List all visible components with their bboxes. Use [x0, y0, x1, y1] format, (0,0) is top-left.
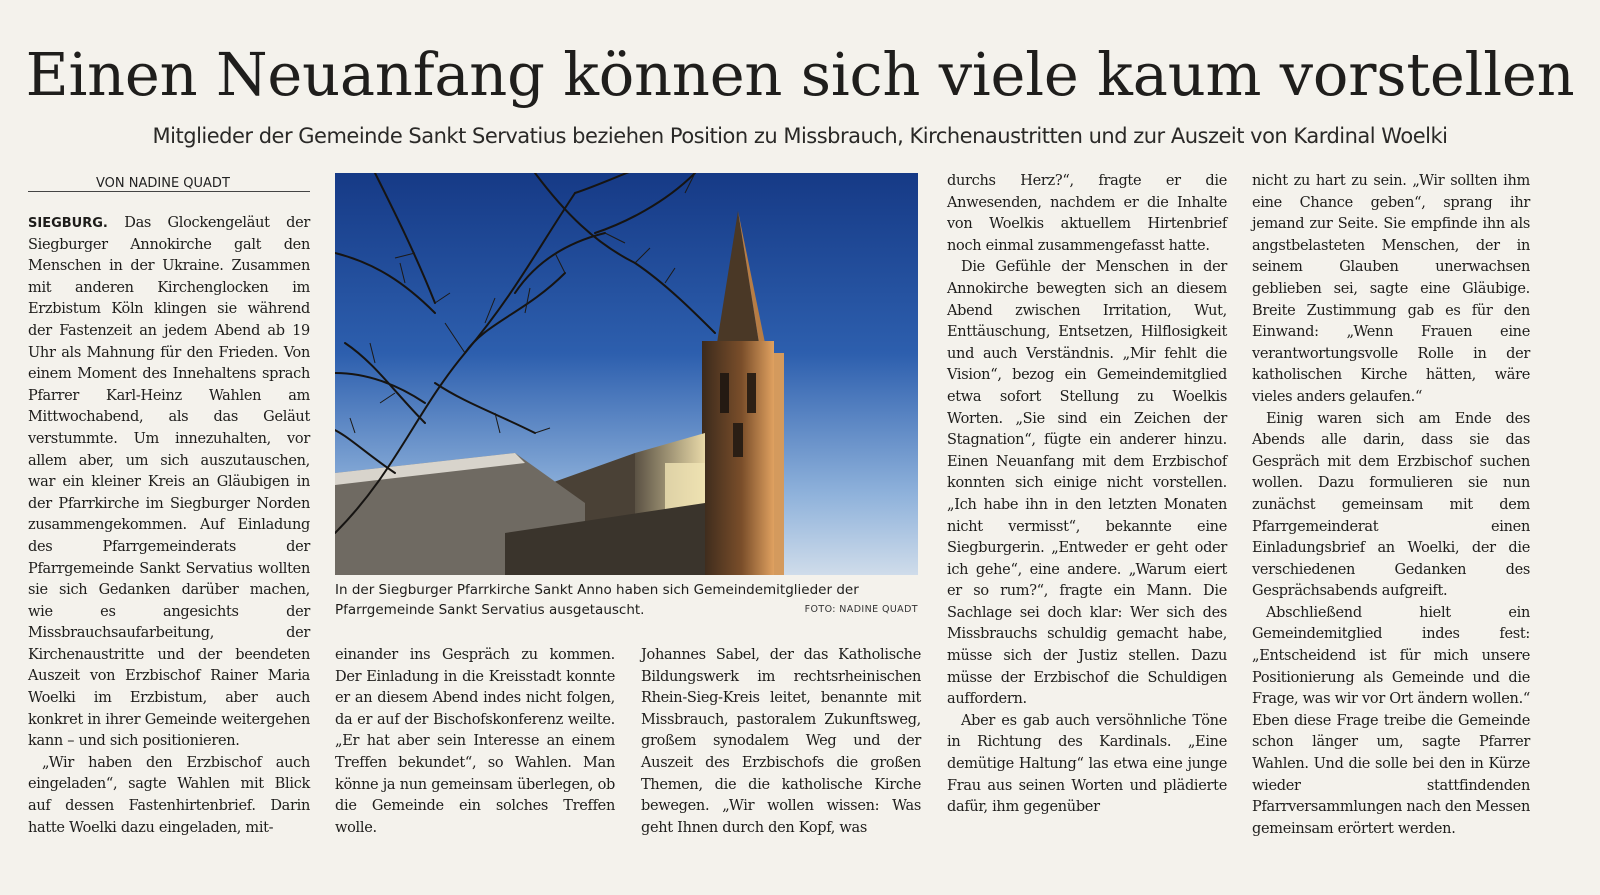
- paragraph: nicht zu hart zu sein. „Wir sollten ihm eine Chance geben“, sprang ihr jemand zur Seite. Sie empfinde ihn als angstbelasteten Menschen, der in seinem Glauben unerwachsen geblieben sei, sagte eine Gläubige. Breite Zustimmung gab es für den Einwand: „Wenn Frauen eine verantwortungsvolle Rolle in der katholischen Kirche hätten, wäre vieles anders gelaufen.“: [1252, 173, 1530, 405]
- headline: Einen Neuanfang können sich viele kaum vorstellen: [25, 40, 1575, 109]
- church-photo-illustration: [335, 173, 918, 575]
- paragraph: Aber es gab auch versöhnliche Töne in Richtung des Kardinals. „Eine demütige Haltung“ las etwa eine junge Frau aus seinen Worten und plädierte dafür, ihm gegenüber: [947, 712, 1227, 816]
- article-column-3: [641, 645, 921, 839]
- paragraph: „Wir haben den Erzbischof auch eingeladen“, sagte Wahlen mit Blick auf dessen Fastenhirtenbrief. Darin hatte Woelki dazu eingeladen, mit-: [28, 754, 310, 836]
- photo-credit: FOTO: NADINE QUADT: [804, 604, 918, 615]
- article-column-5: [1252, 171, 1530, 840]
- paragraph: Die Gefühle der Menschen in der Annokirche bewegten sich an diesem Abend zwischen Irritation, Wut, Enttäuschung, Entsetzen, Hilflosigkeit und auch Verständnis. „Mir fehlt die Vision“, bezog ein Gemeindemitglied etwa sofort Stellung zu Woelkis Worten. „Sie sind ein Zeichen der Stagnation“, fügte ein anderer hinzu. Einen Neuanfang mit dem Erzbischof konnten sich einige nicht vorstellen. „Ich habe ihn in den letzten Monaten nicht vermisst“, bekannte eine Siegburgerin. „Entweder er geht oder ich gehe“, eine andere. „Warum eiert er so rum?“, fragte ein Mann. Die Sachlage sei doch klar: Wer sich des Missbrauchs schuldig gemacht habe, müsse sich der Justiz stellen. Dazu müsse der Erzbischof die Schuldigen auffordern.: [947, 259, 1227, 708]
- byline: VON NADINE QUADT: [28, 176, 310, 192]
- paragraph: [28, 213, 310, 753]
- paragraph: Johannes Sabel, der das Katholische Bildungswerk im rechtsrheinischen Rhein-Sieg-Kreis leitet, benannte mit Missbrauch, pastoralem Zukunftsweg, großem synodalem Weg und der Auszeit des Erzbischofs die großen Themen, die die katholische Kirche bewegen. „Wir wollen wissen: Was geht Ihnen durch den Kopf, was: [641, 647, 921, 836]
- paragraph: Einig waren sich am Ende des Abends alle darin, dass sie das Gespräch mit dem Erzbischof suchen wollen. Dazu formulieren sie nun zunächst gemeinsam mit dem Pfarrgemeinderat einen Einladungsbrief an Woelki, der die verschiedenen Gedanken des Gesprächsabends aufgreift.: [1252, 410, 1530, 600]
- article-column-2: [335, 645, 615, 839]
- article-column-1: [28, 213, 310, 839]
- subheadline: Mitglieder der Gemeinde Sankt Servatius beziehen Position zu Missbrauch, Kirchenaustritten und zur Auszeit von Kardinal Woelki: [152, 124, 1448, 148]
- paragraph: Abschließend hielt ein Gemeindemitglied indes fest: „Entscheidend ist für mich unsere Positionierung als Gemeinde und die Frage, was wir vor Ort ändern wollen.“ Eben diese Frage treibe die Gemeinde schon länger um, sagte Pfarrer Wahlen. Und die solle bei den in Kürze wieder stattfindenden Pfarrversammlungen nach den Messen gemeinsam erörtert werden.: [1252, 604, 1530, 837]
- dateline: SIEGBURG.: [28, 216, 108, 231]
- paragraph: einander ins Gespräch zu kommen. Der Einladung in die Kreisstadt konnte er an diesem Abend indes nicht folgen, da er auf der Bischofskonferenz weilte. „Er hat aber sein Interesse an einem Treffen bekundet“, so Wahlen. Man könne ja nun gemeinsam überlegen, ob die Gemeinde ein solches Treffen wolle.: [335, 647, 615, 836]
- paragraph-text: Das Glockengeläut der Siegburger Annokirche galt den Menschen in der Ukraine. Zusammen mit anderen Kirchenglocken im Erzbistum Köln klingen sie während der Fastenzeit an jedem Abend ab 19 Uhr als Mahnung für den Frieden. Von einem Moment des Innehaltens sprach Pfarrer Karl-Heinz Wahlen am Mittwochabend, als das Geläut verstummte. Um innezuhalten, vor allem aber, um sich auszutauschen, war ein kleiner Kreis an Gläubigen in der Pfarrkirche im Siegburger Norden zusammengekommen. Auf Einladung des Pfarrgemeinderats der Pfarrgemeinde Sankt Servatius wollten sie sich Gedanken darüber machen, wie es angesichts der Missbrauchsaufarbeitung, der Kirchenaustritte und der beendeten Auszeit von Erzbischof Rainer Maria Woelki im Erzbistum, aber auch konkret in ihrer Gemeinde weitergehen kann – und sich positionieren.: [28, 215, 310, 750]
- article-column-4: [947, 171, 1227, 819]
- photo-caption: [335, 580, 918, 620]
- caption-text: In der Siegburger Pfarrkirche Sankt Anno haben sich Gemeindemitglieder der Pfarrgemeinde Sankt Servatius ausgetauscht.: [335, 582, 859, 618]
- bleed-through-text: [240, 2, 1270, 42]
- church-photo: [335, 173, 918, 575]
- paragraph: durchs Herz?“, fragte er die Anwesenden, nachdem er die Inhalte von Woelkis aktuellem Hirtenbrief noch einmal zusammengefasst hatte.: [947, 173, 1227, 254]
